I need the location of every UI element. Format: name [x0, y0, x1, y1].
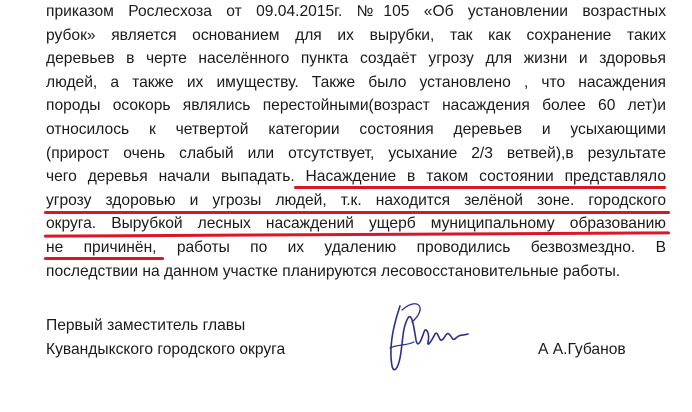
signatory-name: А А.Губанов [538, 341, 626, 358]
red-underline-2 [44, 211, 670, 214]
red-underline-4 [44, 257, 164, 260]
text-line: угрозу здоровью и угрозы людей, т.к. находится зелёной зоне. городского [46, 191, 666, 209]
text-line: приказом Рослесхоза от 09.04.2015г. №105 «Об установлении возрастных [46, 3, 666, 20]
signatory-title-line1: Первый заместитель главы [46, 317, 246, 334]
handwritten-signature [378, 288, 478, 378]
text-line: рубок» является основанием для их вырубки, так как сохранение таких [46, 26, 666, 44]
text-line: породы осокорь являлись перестойными(возраст насаждения более 60 лет)и [46, 97, 666, 115]
text-line: относилось к четвертой категории состояния деревьев и усыхающими [46, 120, 666, 138]
text-line: (прирост очень слабый или отсутствует, усыхание 2/3 ветвей),в результате [46, 144, 666, 162]
red-underline-1 [294, 186, 666, 189]
text-line: чего деревья начали выпадать. Насаждение в таком состоянии представляло [46, 168, 666, 186]
signatory-title [46, 314, 285, 361]
text-line: не причинён, работы по их удалению проводились безвозмездно. В [46, 238, 666, 256]
text-line: деревьев в черте населённого пункта создаёт угрозу для жизни и здоровья [46, 50, 666, 68]
text-line: людей, а также их имуществу. Также было установлено , что насаждения [46, 73, 666, 91]
signatory-title-line2: Кувандыкского городского округа [46, 340, 286, 358]
text-line: последствии на данном участке планируются лесовосстановительные работы. [46, 262, 621, 280]
text-line: округа. Вырубкой лесных насаждений ущерб муниципальному образованию [46, 215, 666, 233]
body-paragraph [46, 0, 666, 283]
